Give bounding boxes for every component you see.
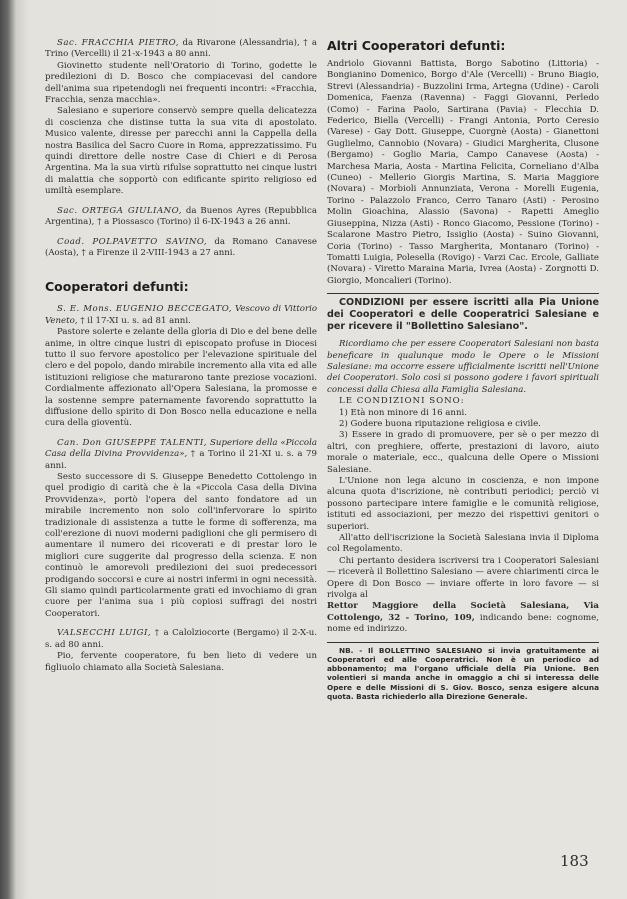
- obituary-fracchia: [45, 38, 317, 61]
- section-title-cooperatori: Cooperatori defunti:: [45, 279, 189, 295]
- left-column: [45, 38, 317, 674]
- text-ortega: da Buenos Ayres (Repubblica Argentina), † a Piossasco (Torino) il 6-IX-1943 a 26 anni.: [45, 205, 317, 228]
- obituary-valsecchi: [45, 628, 317, 651]
- page-number: 183: [560, 852, 589, 870]
- condition-2: 2) Godere buona riputazione religiosa e civile.: [339, 418, 541, 429]
- cooperators-list: Andriolo Giovanni Battista, Borgo Sabotino (Littoria) - Bongianino Domenico, Borgo d'Ale (Vercelli) - Bruno Biagio, Strevi (Alessandria) - Buzzolini Irma, Artegna (Udine) - Caroli Domenica, Faenza (Ravenna) - Faggi Giovanni, Perledo (Como) - Farina Paolo, Sartirana (Pavia) - Flecchia D. Federico, Biella (Vercelli) - Frangi Antonia, Porto Ceresio (Varese) - Gay Dott. Giuseppe, Cuorgnè (Aosta) - Gianettoni Guglielmo, Cannobio (Novara) - Giudici Margherita, Clusone (Bergamo) - Goglio Maria, Campo Canavese (Aosta) - Marchesa Maria, Aosta - Martina Felicita, Corneliano d'Alba (Cuneo) - Mellerio Giorgis Martina, S. Maria Maggiore (Novara) - Morbioli Annunziata, Verona - Morelli Eugenia, Torino - Palazzolo Franco, Cerro Tanaro (Asti) - Perosino Molin Gioachina, Alassio (Savona) - Rapetti Ameglio Giuseppina, Nizza (Asti) - Ronco Giacomo, Pessione (Torino) - Scalarone Mastro Pietro, Issiglio (Aosta) - Suino Giovanni, Coria (Torino) - Tasso Margherita, Montanaro (Torino) - Tomatti Luigia, Polesella (Rovigo) - Varzi Cac. Ercole, Galliate (Novara) - Viretto Maraina Maria, Ivrea (Aosta) - Zorgnotti D. Giorgio, Moncalieri (Torino).: [327, 59, 599, 286]
- text-talenti: † a Torino il 21-XI u. s. a 79 anni.: [45, 449, 317, 471]
- rettor-name: Rettor Maggiore della Società Salesiana, Via Cottolengo, 32 - Torino, 109,: [327, 601, 599, 623]
- title-talenti: Superiore della «Piccola Casa della Divina Provvidenza»,: [45, 437, 317, 460]
- condition-3: 3) Essere in grado di promuovere, per sè o per mezzo di altri, con preghiere, offerte, prestazioni di lavoro, aiuto morale o materiale, ecc., qualcuna delle Opere o Missioni Salesiane.: [327, 430, 599, 475]
- text-fracchia: da Rivarone (Alessandria), † a Trino (Vercelli) il 21-x-1943 a 80 anni.: [45, 38, 317, 60]
- name-talenti: Can. Don GIUSEPPE TALENTI,: [57, 437, 207, 448]
- right-column: [327, 38, 599, 701]
- le-condizioni-heading: LE CONDIZIONI SONO:: [339, 396, 465, 407]
- name-fracchia: Sac. FRACCHIA PIETRO,: [57, 38, 179, 48]
- obituary-talenti: [45, 438, 317, 472]
- obituary-polpavetto: [45, 237, 317, 260]
- paragraph-chi: Chi pertanto desidera iscriversi tra i Cooperatori Salesiani — riceverà il Bollettino Salesiano — avere chiarimenti circa le Opere di Don Bosco — inviare offerte in loro favore — si rivolga al: [327, 555, 599, 601]
- section-title-altri: Altri Cooperatori defunti:: [327, 38, 506, 53]
- title-beccegato: Vescovo di Vittorio Veneto,: [45, 304, 318, 326]
- divider: [327, 642, 599, 643]
- rettor-tail: indicando bene: cognome, nome ed indirizzo.: [327, 612, 599, 635]
- paragraph: Giovinetto studente nell'Oratorio di Torino, godette le predilezioni di D. Bosco che compiacevasi del candore dell'anima sua ripetendogli nei frequenti incontri: «Fracchia, Fracchia, senza macchia».: [45, 60, 317, 106]
- paragraph: Pastore solerte e zelante della gloria di Dio e del bene delle anime, in oltre cinque lustri di episcopato profuse in Diocesi tutto il suo fervore apostolico per l'elevazione spirituale del clero e del popolo, dando mirabile incremento alla vita ed alle istituzioni religiose che maturarono tante preziose vocazioni. Cordialmente affezionato all'Opera Salesiana, la promosse e la sostenne sempre paternamente favorendo soprattutto la diffusione dello spirito di Don Bosco nella educazione e nella cura della gioventù.: [45, 327, 317, 429]
- text-polpavetto: da Romano Canavese (Aosta), † a Firenze il 2-VIII-1943 a 27 anni.: [45, 236, 317, 258]
- nb-note: NB. - Il BOLLETTINO SALESIANO si invia gratuitamente ai Cooperatori ed alle Cooperatrici. Non è un periodico ad abbonamento; ma l'organo ufficiale della Pia Unione. Ben volentieri si manda anche in omaggio a chi si interessa delle Opere e delle Missioni di S. Giov. Bosco, senza esigere alcuna quota. Basta richiederlo alla Direzione Generale.: [327, 645, 599, 701]
- paragraph: Salesiano e superiore conservò sempre quella delicatezza di coscienza che distinse tutta la sua vita di apostolato. Musico valente, diresse per parecchi anni la Cappella della nostra Basilica del Sacro Cuore in Roma, apprezzatissimo. Fu quindi direttore delle nostre Case di Chieri e di Perosa Argentina. Ma la sua virtù rifulse soprattutto nei cinque lustri di malattia che sopportò con edificante spirito religioso ed umiltà esemplare.: [45, 106, 317, 197]
- obituary-beccegato: [45, 304, 317, 327]
- conditions-title: CONDIZIONI per essere iscritti alla Pia Unione dei Cooperatori e delle Cooperatrici Salesiane e per ricevere il "Bollettino Salesiano".: [327, 297, 599, 333]
- obituary-ortega: [45, 206, 317, 229]
- rettor-address: [327, 601, 599, 635]
- name-valsecchi: VALSECCHI LUIGI,: [57, 628, 152, 639]
- text-valsecchi: † a Calolziocorte (Bergamo) il 2-X-u. s. ad 80 anni.: [45, 628, 317, 650]
- paragraph: Sesto successore di S. Giuseppe Benedetto Cottolengo in quel prodigio di carità che è la «Piccola Casa della Divina Provvidenza», portò l'opera del santo fondatore ad un mirabile incremento non solo coll'infervorare lo spirito tradizionale di assistenza a tutte le forme di sofferenza, ma coll'erezione di nuovi moderni padiglioni che gli permisero di aumentare il numero dei ricoverati e di prestar loro le migliori cure suggerite dal progresso della scienza. E non continuò le amorevoli predilezioni dei suoi predecessori prodigando soccorsi e cure ai nostri infermi in ogni necessità. Gli siamo quindi particolarmente grati ed invochiamo di gran cuore per l'anima sua i più copiosi suffragi dei nostri Cooperatori.: [45, 472, 317, 619]
- conditions-intro: Ricordiamo che per essere Cooperatori Salesiani non basta beneficare in qualunque modo le Opere o le Missioni Salesiane: ma occorre essere ufficialmente iscritti nell'Unione dei Cooperatori. Solo così si possono godere i favori spirituali concessi dalla Chiesa alla Famiglia Salesiana.: [327, 339, 599, 395]
- divider: [327, 293, 599, 294]
- paragraph-atto: All'atto dell'iscrizione la Società Salesiana invia il Diploma col Regolamento.: [327, 533, 599, 555]
- text-beccegato: † il 17-XI u. s. ad 81 anni.: [80, 315, 191, 326]
- paragraph: Pio, fervente cooperatore, fu ben lieto di vedere un figliuolo chiamato alla Società Salesiana.: [45, 651, 317, 673]
- name-ortega: Sac. ORTEGA GIULIANO,: [57, 205, 182, 216]
- condition-1: 1) Età non minore di 16 anni.: [339, 407, 467, 418]
- paragraph-unione: L'Unione non lega alcuno in coscienza, e non impone alcuna quota d'iscrizione, nè contributi periodici; perciò vi possono partecipare intere famiglie e le comunità religiose, istituti ed associazioni, per mezzo dei rispettivi genitori o superiori.: [327, 476, 599, 532]
- name-beccegato: S. E. Mons. EUGENIO BECCEGATO,: [57, 304, 233, 315]
- name-polpavetto: Coad. POLPAVETTO SAVINO,: [57, 236, 208, 247]
